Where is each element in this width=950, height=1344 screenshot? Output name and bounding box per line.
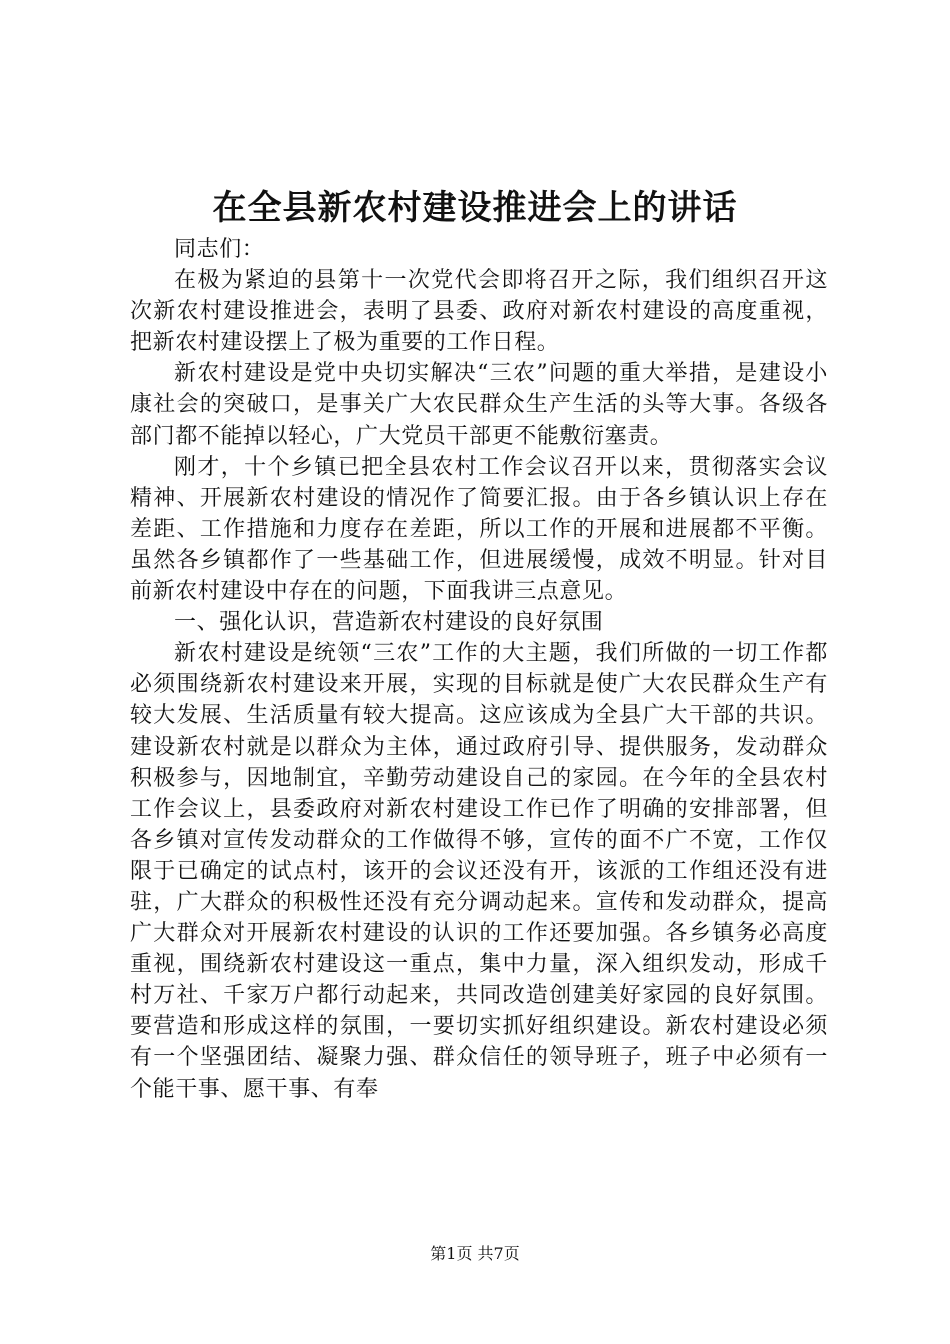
body-paragraph: 新农村建设是党中央切实解决“三农”问题的重大举措，是建设小康社会的突破口，是事关广大农民群众生产生活的头等大事。各级各部门都不能掉以轻心，广大党员干部更不能敷衍塞责。 xyxy=(130,361,828,449)
body-paragraph: 在极为紧迫的县第十一次党代会即将召开之际，我们组织召开这次新农村建设推进会，表明了县委、政府对新农村建设的高度重视，把新农村建设摆上了极为重要的工作日程。 xyxy=(130,268,828,356)
body-paragraph: 新农村建设是统领“三农”工作的大主题，我们所做的一切工作都必须围绕新农村建设来开展，实现的目标就是使广大农民群众生产有较大发展、生活质量有较大提高。这应该成为全县广大干部的共识。建设新农村就是以群众为主体，通过政府引导、提供服务，发动群众积极参与，因地制宜，辛勤劳动建设自己的家园。在今年的全县农村工作会议上，县委政府对新农村建设工作已作了明确的安排部署，但各乡镇对宣传发动群众的工作做得不够，宣传的面不广不宽，工作仅限于已确定的试点村，该开的会议还没有开，该派的工作组还没有进驻，广大群众的积极性还没有充分调动起来。宣传和发动群众，提高广大群众对开展新农村建设的认识的工作还要加强。各乡镇务必高度重视，围绕新农村建设这一重点，集中力量，深入组织发动，形成千村万社、千家万户都行动起来，共同改造创建美好家园的良好氛围。要营造和形成这样的氛围，一要切实抓好组织建设。新农村建设必须有一个坚强团结、凝聚力强、群众信任的领导班子，班子中必须有一个能干事、愿干事、有奉 xyxy=(130,641,828,1102)
salutation-paragraph: 同志们： xyxy=(174,237,265,262)
page-footer: 第1页 共7页 xyxy=(430,1244,520,1263)
document-title: 在全县新农村建设推进会上的讲话 xyxy=(212,188,738,228)
section-heading: 一、强化认识，营造新农村建设的良好氛围 xyxy=(174,610,604,636)
document-body xyxy=(130,234,828,1105)
body-paragraph: 刚才，十个乡镇已把全县农村工作会议召开以来，贯彻落实会议精神、开展新农村建设的情况作了简要汇报。由于各乡镇认识上存在差距、工作措施和力度存在差距，所以工作的开展和进展都不平衡。虽然各乡镇都作了一些基础工作，但进展缓慢，成效不明显。针对目前新农村建设中存在的问题，下面我讲三点意见。 xyxy=(130,454,828,605)
